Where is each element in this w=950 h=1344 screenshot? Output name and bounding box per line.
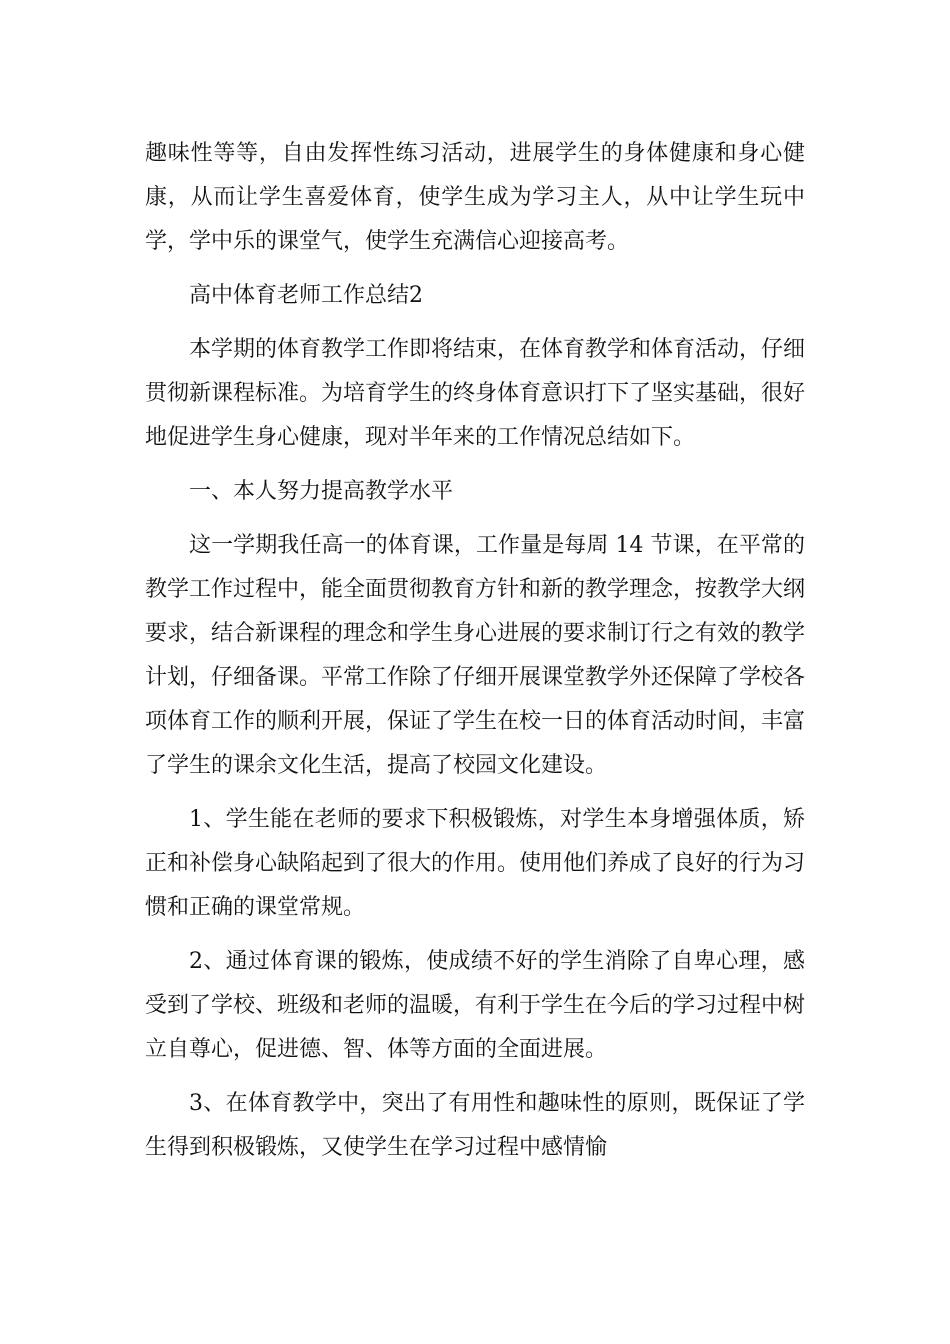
paragraph-continuation: 趣味性等等，自由发挥性练习活动，进展学生的身体健康和身心健康，从而让学生喜爱体育，使学生成为学习主人，从中让学生玩中学，学中乐的课堂气，使学生充满信心迎接高考。 <box>145 141 805 254</box>
section-heading: 一、本人努力提高教学水平 <box>189 479 454 504</box>
document-body <box>145 132 805 1180</box>
list-item-3: 3、在体育教学中，突出了有用性和趣味性的原则，既保证了学生得到积极锻炼，又使学生在学习过程中感情愉 <box>145 1091 805 1160</box>
list-item-1: 1、学生能在老师的要求下积极锻炼，对学生本身增强体质，矫正和补偿身心缺陷起到了很大的作用。使用他们养成了良好的行为习惯和正确的课堂常规。 <box>145 807 806 920</box>
list-item-2: 2、通过体育课的锻炼，使成绩不好的学生消除了自卑心理，感受到了学校、班级和老师的温暖，有利于学生在今后的学习过程中树立自尊心，促进德、智、体等方面的全面进展。 <box>145 949 806 1062</box>
paragraph-body: 这一学期我任高一的体育课，工作量是每周 14 节课，在平常的教学工作过程中，能全面贯彻教育方针和新的教学理念，按教学大纲要求，结合新课程的理念和学生身心进展的要求制订行之有效的教学计划，仔细备课。平常工作除了仔细开展课堂教学外还保障了学校各项体育工作的顺利开展，保证了学生在校一日的体育活动时间，丰富了学生的课余文化生活，提高了校园文化建设。 <box>145 533 806 778</box>
section-title: 高中体育老师工作总结2 <box>189 283 423 308</box>
paragraph-intro: 本学期的体育教学工作即将结束，在体育教学和体育活动，仔细贯彻新课程标准。为培育学生的终身体育意识打下了坚实基础，很好地促进学生身心健康，现对半年来的工作情况总结如下。 <box>145 337 806 450</box>
